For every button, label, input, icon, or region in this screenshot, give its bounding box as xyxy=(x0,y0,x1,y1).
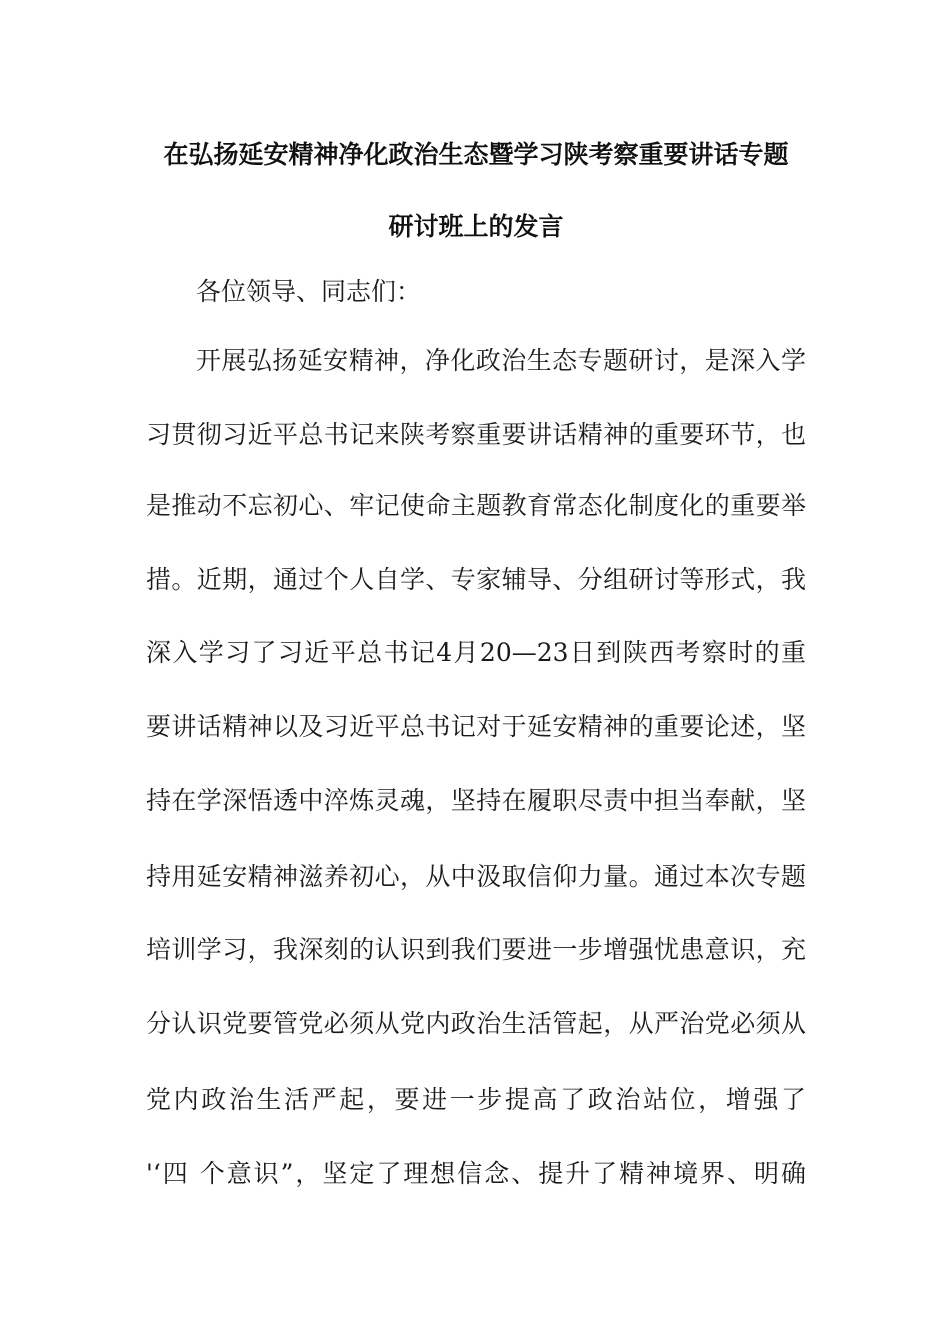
body-line: 要讲话精神以及习近平总书记对于延安精神的重要论述，坚 xyxy=(146,712,806,741)
body-line: 是推动不忘初心、牢记使命主题教育常态化制度化的重要举 xyxy=(146,491,806,520)
body-line: 持在学深悟透中淬炼灵魂，坚持在履职尽责中担当奉献，坚 xyxy=(146,786,806,815)
body-line: 习贯彻习近平总书记来陕考察重要讲话精神的重要环节，也 xyxy=(146,420,806,449)
body-line: 党内政治生活严起，要进一步提高了政治站位，增强了 xyxy=(146,1085,806,1114)
body-line: 培训学习，我深刻的认识到我们要进一步增强忧患意识，充 xyxy=(146,935,806,964)
body-line: 深入学习了习近平总书记4月20—23日到陕西考察时的重 xyxy=(146,638,806,667)
document-title-line-2: 研讨班上的发言 xyxy=(388,212,564,241)
body-line: 分认识党要管党必须从党内政治生活管起，从严治党必须从 xyxy=(146,1009,806,1038)
body-line: 持用延安精神滋养初心，从中汲取信仰力量。通过本次专题 xyxy=(146,862,806,891)
body-line: 开展弘扬延安精神，净化政治生态专题研讨，是深入学 xyxy=(196,346,806,375)
body-line: 措。近期，通过个人自学、专家辅导、分组研讨等形式，我 xyxy=(146,565,806,594)
body-line: '‘四 个意识”，坚定了理想信念、提升了精神境界、明确 xyxy=(146,1159,806,1188)
salutation: 各位领导、同志们： xyxy=(196,277,422,306)
document-title-line-1: 在弘扬延安精神净化政治生态暨学习陕考察重要讲话专题 xyxy=(163,140,789,169)
